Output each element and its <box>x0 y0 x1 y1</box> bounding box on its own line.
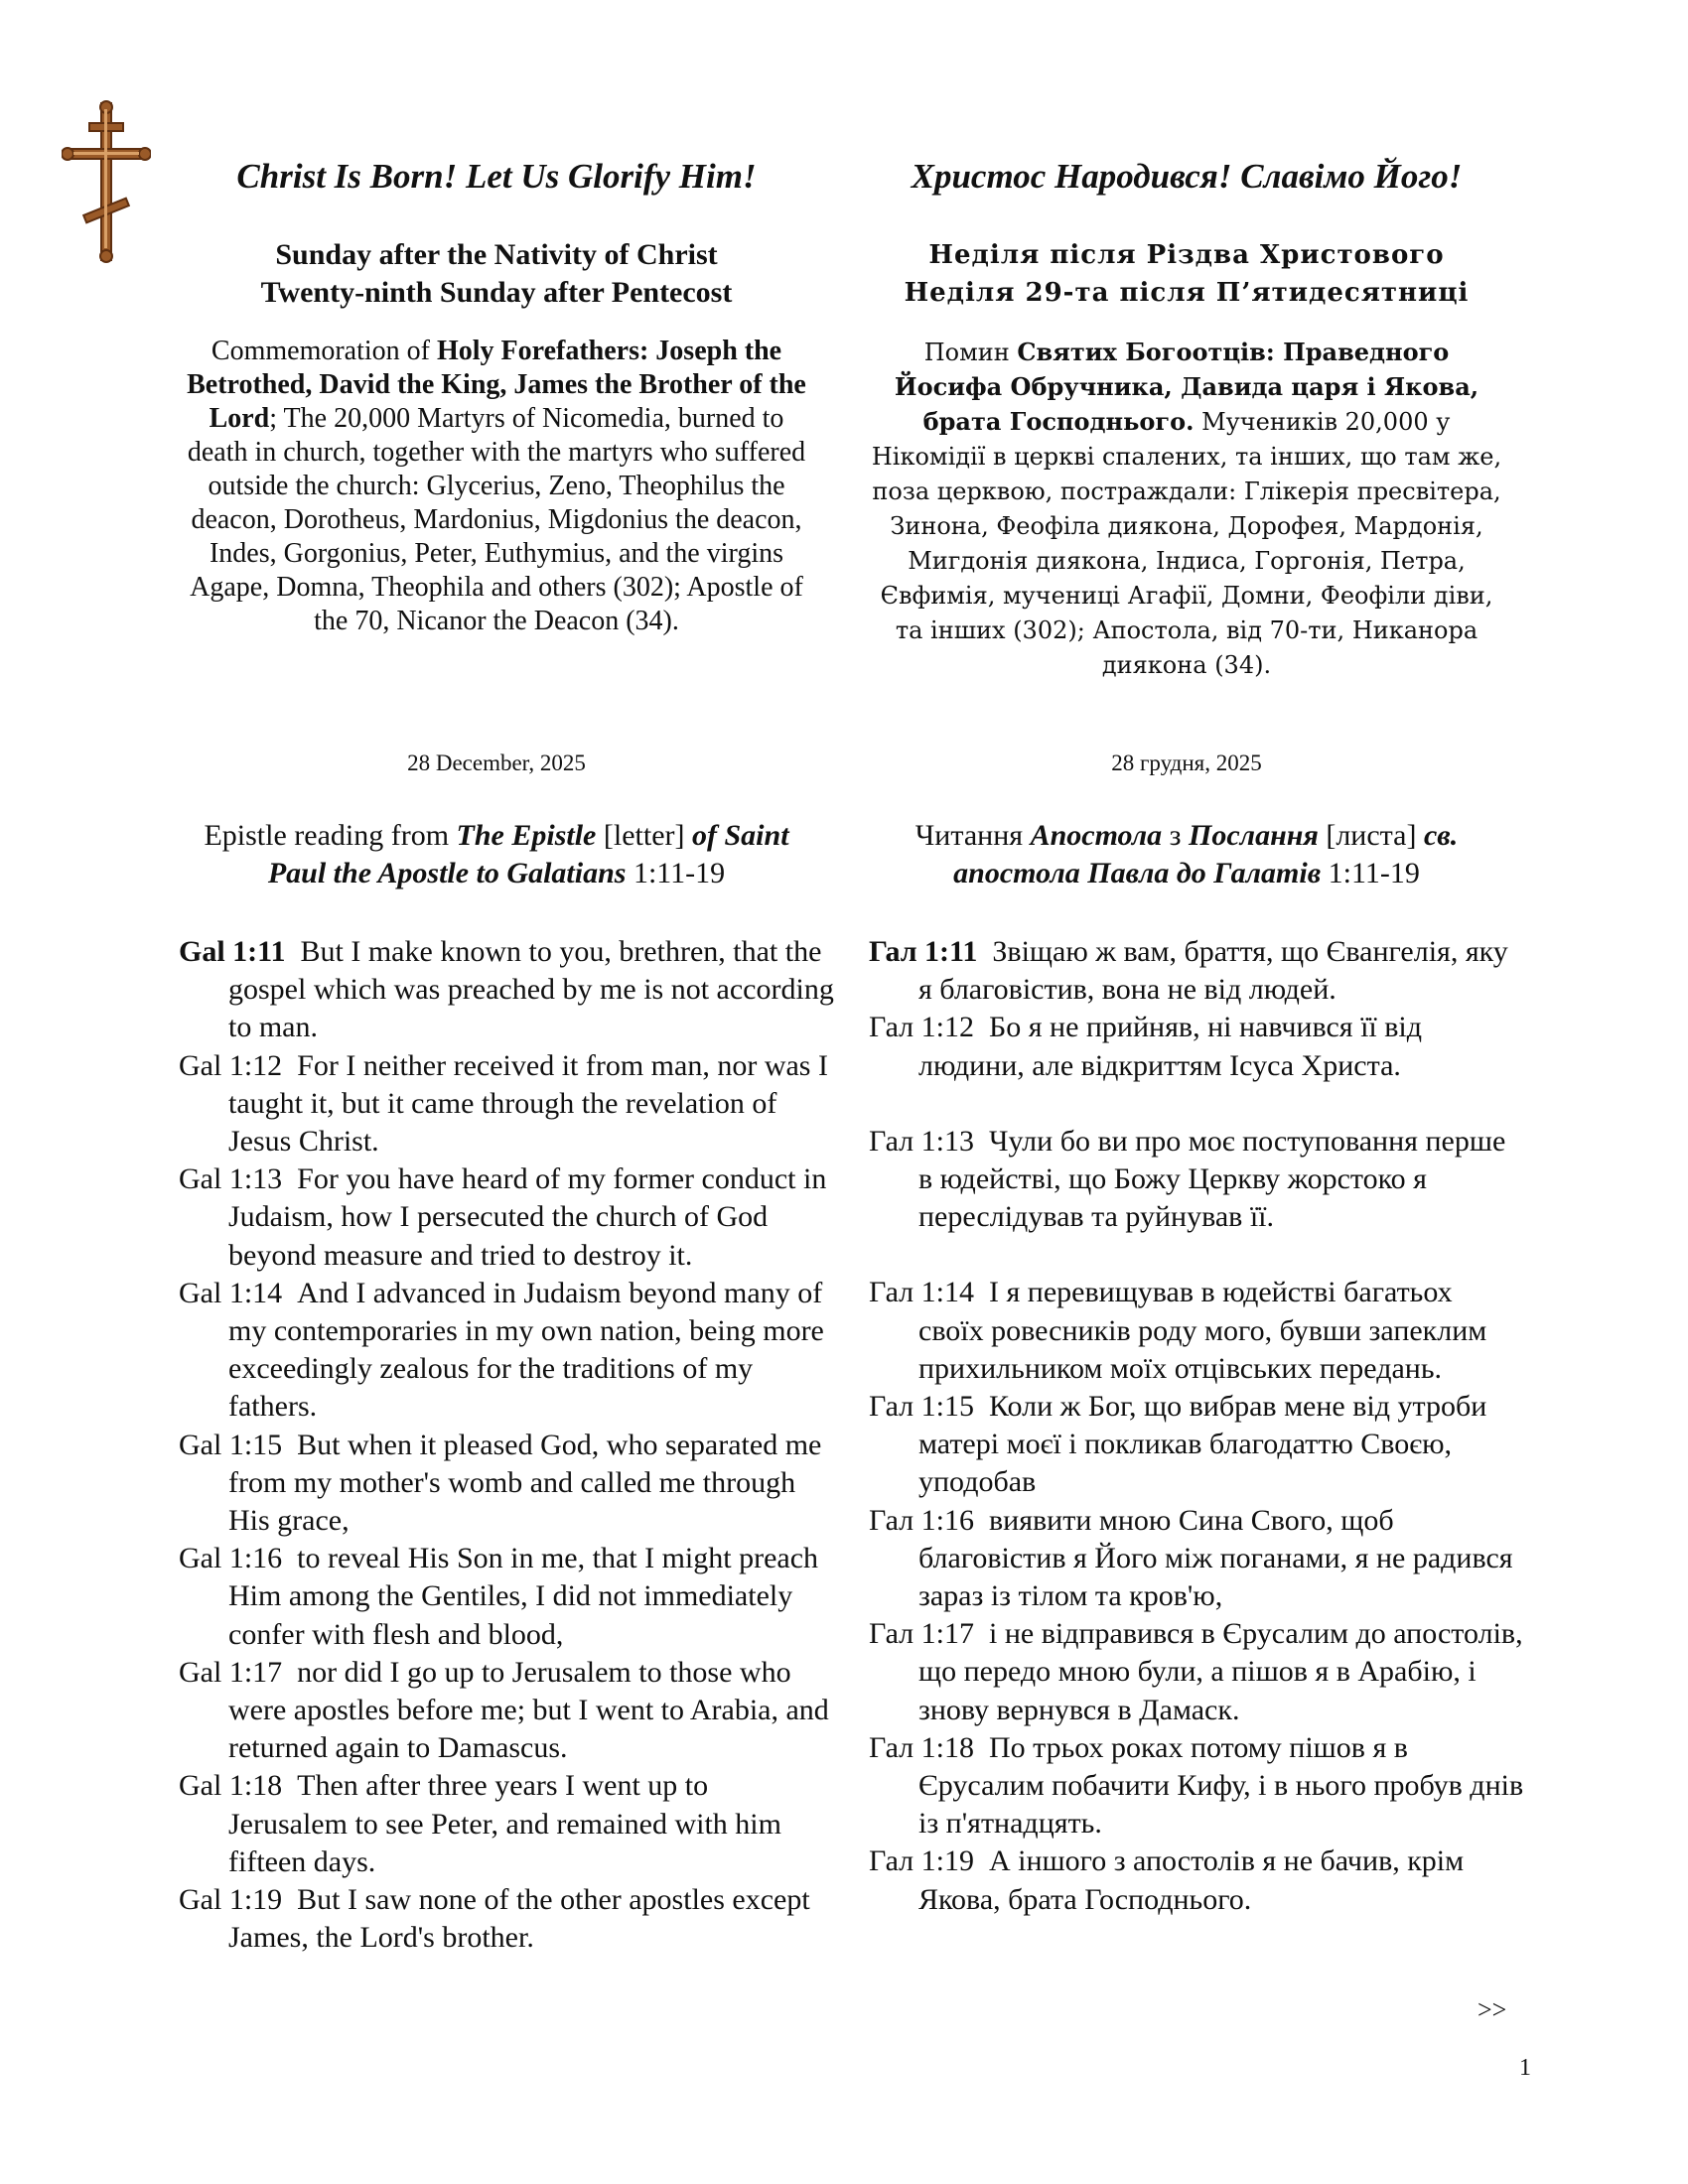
verse-text: to reveal His Son in me, that I might preach Him among the Gentiles, I did not immediately confer with flesh and blood, <box>228 1542 819 1651</box>
ukrainian-verse-list <box>869 933 1524 1919</box>
ukrainian-sunday-line-1: Неділя після Різдва Христового <box>928 240 1445 270</box>
verse-text: But when it pleased God, who separated me from my mother's womb and called me through His grace, <box>228 1428 822 1538</box>
verse-text: виявити мною Сина Свого, щоб благовістив я Його між поганами, я не радився зараз із тілом та кров'ю, <box>918 1503 1513 1613</box>
english-verse <box>179 1767 834 1881</box>
ukrainian-sunday-heading <box>869 236 1504 312</box>
english-epistle-ref: 1:11-19 <box>626 857 726 889</box>
english-verse <box>179 933 834 1047</box>
ukrainian-commem-prefix: Помин <box>923 339 1018 366</box>
english-verse-list <box>179 933 834 1957</box>
english-verse <box>179 1160 834 1275</box>
verse-ref: Gal 1:16 <box>179 1542 283 1575</box>
verse-ref: Gal 1:19 <box>179 1883 283 1917</box>
ukrainian-epistle-heading <box>869 817 1504 892</box>
verse-ref: Gal 1:17 <box>179 1655 283 1689</box>
english-commem-prefix: Commemoration of <box>211 336 437 366</box>
ukrainian-epistle-title: св. апостола Павла до Галатів <box>953 819 1459 889</box>
english-commemoration <box>179 335 814 638</box>
english-epistle-heading <box>179 817 814 892</box>
verse-ref: Гал 1:16 <box>869 1503 974 1537</box>
english-verse <box>179 1881 834 1957</box>
english-greeting: Christ Is Born! Let Us Glorify Him! <box>236 157 757 196</box>
ukrainian-verse <box>869 1009 1524 1084</box>
english-epistle-book: The Epistle <box>456 819 597 852</box>
page-number: 1 <box>1519 2055 1531 2081</box>
verse-ref: Гал 1:11 <box>869 935 978 968</box>
ukrainian-verse <box>869 1123 1524 1237</box>
verse-ref: Gal 1:12 <box>179 1048 283 1082</box>
ukrainian-verse <box>869 1615 1524 1729</box>
ukrainian-epistle-from: з <box>1162 819 1190 852</box>
verse-text: Звіщаю ж вам, браття, що Євангелія, яку я благовістив, вона не від людей. <box>918 935 1508 1007</box>
ukrainian-verse <box>869 1388 1524 1502</box>
ukrainian-verse <box>869 1729 1524 1843</box>
verse-ref: Гал 1:13 <box>869 1124 974 1158</box>
english-verse <box>179 1540 834 1654</box>
verse-ref: Gal 1:15 <box>179 1428 283 1461</box>
english-verse <box>179 1427 834 1541</box>
verse-text: А іншого з апостолів я не бачив, крім Якова, брата Господнього. <box>918 1844 1465 1916</box>
english-verse <box>179 1654 834 1768</box>
english-epistle-bracket: [letter] <box>596 819 692 852</box>
orthodox-cross-icon <box>62 99 151 264</box>
verse-text: And I advanced in Judaism beyond many of my contemporaries in my own nation, being more exceedingly zealous for the traditions of my fathers. <box>228 1276 824 1424</box>
verse-ref: Gal 1:11 <box>179 935 286 968</box>
verse-text: І я перевищував в юдействі багатьох своїх ровесників роду мого, бувши запеклим прихильником моїх отцівських передань. <box>918 1276 1487 1385</box>
verse-ref: Gal 1:14 <box>179 1276 283 1309</box>
ukrainian-commem-bold: Святих Богоотців: Праведного Йосифа Обручника, Давида царя і Якова, брата Господнього. <box>894 338 1479 436</box>
ukrainian-commemoration <box>869 335 1504 682</box>
verse-ref: Гал 1:14 <box>869 1276 974 1309</box>
english-epistle-title: of Saint Paul the Apostle to Galatians <box>267 819 789 889</box>
ukrainian-verse <box>869 1274 1524 1388</box>
verse-text: Бо я не прийняв, ні навчився її від людини, але відкриттям Ісуса Христа. <box>918 1011 1423 1082</box>
ukrainian-epistle-letter: Послання <box>1189 819 1319 852</box>
ukrainian-commem-rest-1: Мучеників 20,000 у Нікомідії в церкві спалених, та інших, що там же, поза церквою, постраждали: Глікерія пресвітера, Зинона, Феофіла диякона, Дорофея, Мардонія, Мигдонія диякона, Індиса, Горгонія, Петра, Євфимія, мучениці Агафії, Домни, Феофіли діви, <box>871 408 1502 610</box>
verse-text: But I saw none of the other apostles except James, the Lord's brother. <box>228 1883 810 1955</box>
verse-text: Коли ж Бог, що вибрав мене від утроби матері моєї і покликав благодаттю Своєю, уподобав <box>918 1390 1487 1499</box>
ukrainian-epistle-book: Апостола <box>1030 819 1163 852</box>
ukrainian-greeting: Христос Народився! Славімо Його! <box>911 157 1463 196</box>
verse-ref: Гал 1:12 <box>869 1011 974 1044</box>
ukrainian-epistle-prefix: Читання <box>914 819 1031 852</box>
next-page-marker: >> <box>1477 1995 1507 2024</box>
verse-text: But I make known to you, brethren, that the gospel which was preached by me is not according to man. <box>228 935 834 1044</box>
english-sunday-line-2: Twenty-ninth Sunday after Pentecost <box>260 276 733 309</box>
verse-text: For you have heard of my former conduct in Judaism, how I persecuted the church of God beyond measure and tried to destroy it. <box>228 1162 827 1272</box>
verse-ref: Гал 1:19 <box>869 1844 974 1878</box>
verse-text: По трьох роках потому пішов я в Єрусалим побачити Кифу, і в нього пробув днів із п'ятнадцять. <box>918 1730 1524 1841</box>
verse-text: nor did I go up to Jerusalem to those who were apostles before me; but I went to Arabia, and returned again to Damascus. <box>228 1655 829 1765</box>
english-epistle-prefix: Epistle reading from <box>204 819 457 852</box>
english-sunday-heading <box>179 236 814 312</box>
verse-text: For I neither received it from man, nor was I taught it, but it came through the revelation of Jesus Christ. <box>228 1048 828 1159</box>
verse-text: і не відправився в Єрусалим до апостолів, що передо мною були, а пішов я в Арабію, і знову вернувся в Дамаск. <box>918 1617 1523 1726</box>
ukrainian-epistle-ref: 1:11-19 <box>1321 857 1420 889</box>
verse-ref: Гал 1:15 <box>869 1390 974 1424</box>
verse-ref: Гал 1:17 <box>869 1617 974 1651</box>
english-sunday-line-1: Sunday after the Nativity of Christ <box>275 238 718 271</box>
ukrainian-commem-rest-2: та інших (302); Апостола, від 70-ти, Никанора диякона (34). <box>895 616 1478 679</box>
english-commem-bold: Holy Forefathers: Joseph the Betrothed, David the King, James the Brother of the Lord <box>187 336 806 434</box>
verse-ref: Gal 1:13 <box>179 1162 283 1196</box>
ukrainian-epistle-bracket: [листа] <box>1318 819 1424 852</box>
ukrainian-verse <box>869 1502 1524 1616</box>
verse-ref: Gal 1:18 <box>179 1769 283 1803</box>
english-commem-rest: ; The 20,000 Martyrs of Nicomedia, burned to death in church, together with the martyrs who suffered outside the church: Glycerius, Zeno, Theophilus the deacon, Dorotheus, Mardonius, Migdonius the deacon, Indes, Gorgonius, Peter, Euthymius, and the virgins Agape, Domna, Theophila and others (302); Apostle of the 70, Nicanor the Deacon (34). <box>187 403 806 636</box>
verse-text: Then after three years I went up to Jerusalem to see Peter, and remained with him fifteen days. <box>228 1769 781 1878</box>
verse-text: Чули бо ви про моє поступовання перше в юдействі, що Божу Церкву жорстоко я переслідував та руйнував її. <box>918 1124 1506 1234</box>
ukrainian-verse <box>869 1843 1524 1918</box>
ukrainian-sunday-line-2: Неділя 29-та після П’ятидесятниці <box>904 278 1470 308</box>
verse-ref: Гал 1:18 <box>869 1730 974 1764</box>
english-verse <box>179 1047 834 1161</box>
english-date: 28 December, 2025 <box>407 751 586 775</box>
english-verse <box>179 1275 834 1427</box>
ukrainian-verse <box>869 933 1524 1009</box>
ukrainian-date: 28 грудня, 2025 <box>1111 751 1262 775</box>
